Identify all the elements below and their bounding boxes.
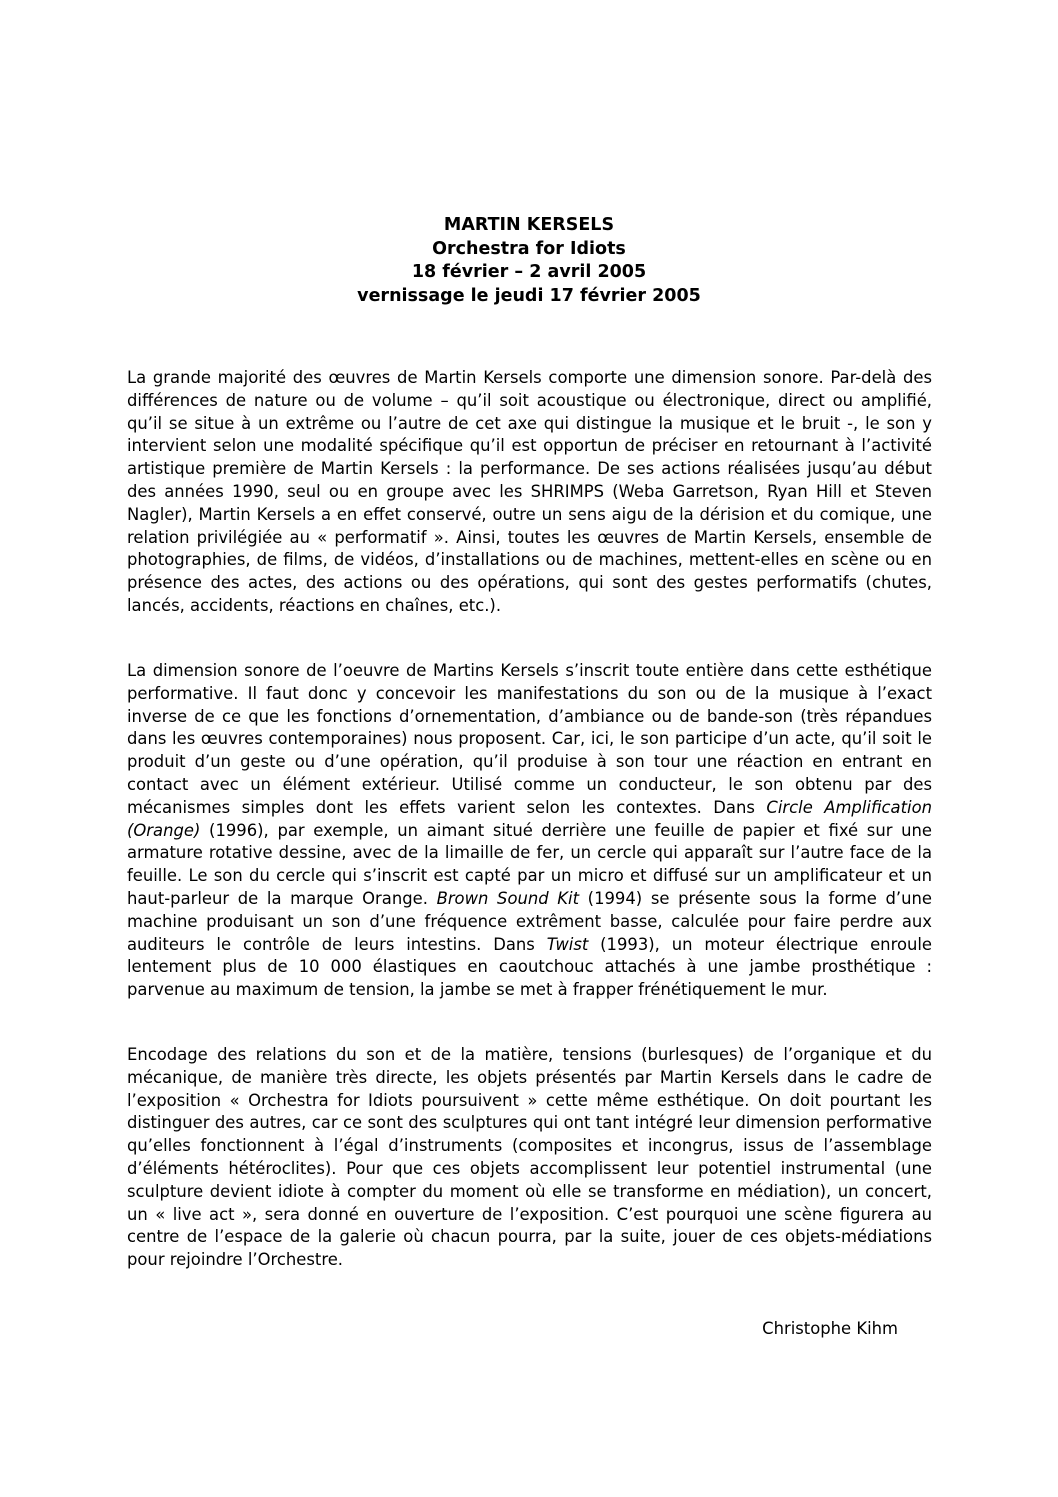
paragraph-2-text-b: (1996), par exemple, un aimant situé derrière une feuille de papier et fixé sur une armature rotative dessine, avec de la limaille de fer, un cercle qui apparaît sur l’autre face de la feuille. Le son du cercle qui s’inscrit est capté par un micro et diffusé sur un amplificateur et un haut-parleur de la marque Orange. (127, 820, 932, 908)
artist-name: MARTIN KERSELS (443, 215, 615, 235)
paragraph-3: Encodage des relations du son et de la matière, tensions (burlesques) de l’organique et du mécanique, de manière très directe, les objets présentés par Martin Kersels dans le cadre de l’exposition « Orchestra for Idiots poursuivent » cette même esthétique. On doit pourtant les distinguer des autres, car ce sont des sculptures qui ont tant intégré leur dimension performative qu’elles fonctionnent à l’égal d’instruments (composites et incongrus, issus de l’assemblage d’éléments hétéroclites). Pour que ces objets accomplissent leur potentiel instrumental (une sculpture devient idiote à compter du moment où elle se transforme en médiation), un concert, un « live act », sera donné en ouverture de l’exposition. C’est pourquoi une scène figurera au centre de l’espace de la galerie où chacun pourra, par la suite, jouer de ces objets-médiations pour rejoindre l’Orchestre. (127, 1045, 932, 1270)
paragraph-2-text-d: (1993), un moteur électrique enroule lentement plus de 10 000 élastiques en caoutchouc attachés à une jambe prosthétique : parvenue au maximum de tension, la jambe se met à frapper frénétiquement le mur. (127, 934, 932, 1000)
work-title-circle-amplification: Circle Amplification (Orange) (127, 797, 932, 840)
paragraph-2-text-a: La dimension sonore de l’oeuvre de Martins Kersels s’inscrit toute entière dans cette esthétique performative. Il faut donc y concevoir les manifestations du son ou de la musique à l’exact inverse de ce que les fonctions d’ornementation, d’ambiance ou de bande-son (très répandues dans les œuvres contemporaines) nous proposent. Car, ici, le son participe d’un acte, qu’il soit le produit d’un geste ou d’une opération, qu’il produise à son tour une réaction en entrant en contact avec un élément extérieur. Utilisé comme un conducteur, le son obtenu par des mécanismes simples dont les effets varient selon les contextes. Dans (127, 661, 932, 817)
document-header (0, 214, 1058, 308)
paragraph-2 (127, 660, 932, 1002)
paragraph-1: La grande majorité des œuvres de Martin Kersels comporte une dimension sonore. Par-delà des différences de nature ou de volume – qu’il soit acoustique ou électronique, direct ou amplifié, qu’il se situe à un extrême ou l’autre de cet axe qui distingue la musique et le bruit -, le son y intervient selon une modalité spécifique qu’il est opportun de préciser en retournant à l’activité artistique première de Martin Kersels : la performance. De ses actions réalisées jusqu’au début des années 1990, seul ou en groupe avec les SHRIMPS (Weba Garretson, Ryan Hill et Steven Nagler), Martin Kersels a en effet conservé, outre un sens aigu de la dérision et du comique, une relation privilégiée au « performatif ». Ainsi, toutes les œuvres de Martin Kersels, ensemble de photographies, de films, de vidéos, d’installations ou de machines, mettent-elles en scène ou en présence des actes, des actions ou des opérations, qui sont des gestes performatifs (chutes, lancés, accidents, réactions en chaînes, etc.). (127, 368, 932, 615)
paragraph-2-text-c: (1994) se présente sous la forme d’une machine produisant un son d’une fréquence extrêment basse, calculée pour faire perdre aux auditeurs le contrôle de leurs intestins. Dans (127, 888, 932, 954)
author-signature: Christophe Kihm (762, 1319, 898, 1338)
work-title-twist: Twist (546, 934, 589, 954)
exhibition-dates: 18 février – 2 avril 2005 (411, 262, 647, 282)
opening-date: vernissage le jeudi 17 février 2005 (357, 285, 701, 306)
exhibition-title: Orchestra for Idiots (432, 238, 626, 259)
work-title-brown-sound-kit: Brown Sound Kit (436, 888, 580, 908)
